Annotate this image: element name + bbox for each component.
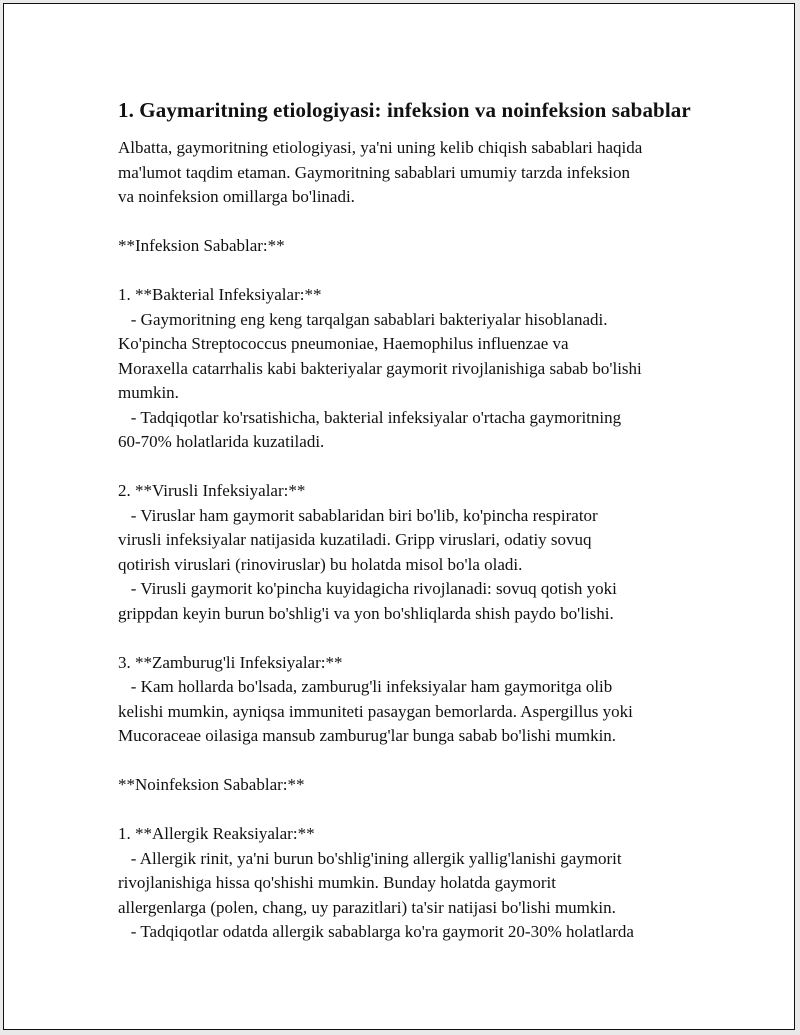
document-content	[118, 94, 708, 945]
page-title: 1. Gaymaritning etiologiyasi: infeksion va noinfeksion sabablar	[118, 98, 691, 122]
document-page	[3, 3, 795, 1030]
document-body-text: Albatta, gaymoritning etiologiyasi, ya'ni uning kelib chiqish sabablari haqida ma'lumot taqdim etaman. Gaymoritning sabablari umumiy tarzda infeksion va noinfeksion omillarga bo'linadi. **Infeksion Sabablar:** 1. **Bakterial Infeksiyalar:** - Gaymoritning eng keng tarqalgan sabablari bakteriyalar hisoblanadi. Ko'pincha Streptococcus pneumoniae, Haemophilus influenzae va Moraxella catarrhalis kabi bakteriyalar gaymorit rivojlanishiga sabab bo'lishi mumkin. - Tadqiqotlar ko'rsatishicha, bakterial infeksiyalar o'rtacha gaymoritning 60-70% holatlarida kuzatiladi. 2. **Virusli Infeksiyalar:** - Viruslar ham gaymorit sabablaridan biri bo'lib, ko'pincha respirator virusli infeksiyalar natijasida kuzatiladi. Gripp viruslari, odatiy sovuq qotirish viruslari (rinoviruslar) bu holatda misol bo'la oladi. - Virusli gaymorit ko'pincha kuyidagicha rivojlanadi: sovuq qotish yoki grippdan keyin burun bo'shlig'i va yon bo'shliqlarda shish paydo bo'lishi. 3. **Zamburug'li Infeksiyalar:** - Kam hollarda bo'lsada, zamburug'li infeksiyalar ham gaymoritga olib kelishi mumkin, ayniqsa immuniteti pasaygan bemorlarda. Aspergillus yoki Mucoraceae oilasiga mansub zamburug'lar bunga sabab bo'lishi mumkin. **Noinfeksion Sabablar:** 1. **Allergik Reaksiyalar:** - Allergik rinit, ya'ni burun bo'shlig'ining allergik yallig'lanishi gaymorit rivojlanishiga hissa qo'shishi mumkin. Bunday holatda gaymorit allergenlarga (polen, chang, uy parazitlari) ta'sir natijasi bo'lishi mumkin. - Tadqiqotlar odatda allergik sabablarga ko'ra gaymorit 20-30% holatlarda	[118, 138, 643, 941]
